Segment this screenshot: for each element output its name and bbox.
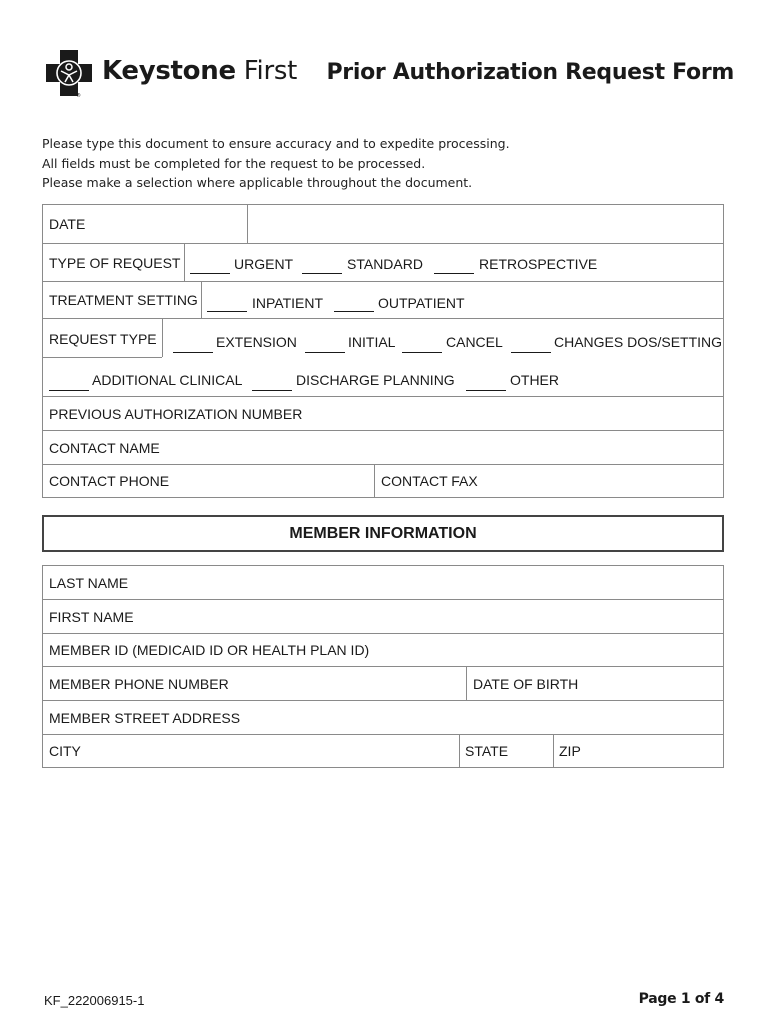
- instruction-line: Please make a selection where applicable throughout the document.: [42, 175, 473, 190]
- city-state-zip-row: [43, 735, 723, 767]
- request-type-row: [43, 319, 723, 397]
- date-of-birth-field[interactable]: [467, 667, 723, 700]
- contact-phone-label: CONTACT PHONE: [49, 473, 170, 489]
- brand-bold: Keystone: [102, 56, 236, 86]
- member-information-heading: MEMBER INFORMATION: [42, 515, 724, 552]
- initial-option-label: INITIAL: [348, 334, 396, 350]
- date-of-birth-label: DATE OF BIRTH: [473, 675, 579, 692]
- last-name-label: LAST NAME: [49, 574, 129, 591]
- initial-checkbox[interactable]: [305, 352, 345, 353]
- last-name-row[interactable]: [43, 566, 723, 600]
- treatment-setting-row: [43, 282, 723, 319]
- brand-name: [102, 56, 297, 86]
- type-of-request-label: TYPE OF REQUEST: [49, 254, 181, 271]
- contact-name-row[interactable]: [43, 431, 723, 465]
- changes-dos-setting-checkbox[interactable]: [511, 352, 551, 353]
- member-id-label: MEMBER ID (MEDICAID ID OR HEALTH PLAN ID): [49, 642, 370, 658]
- city-label: CITY: [49, 743, 81, 759]
- additional-clinical-option-label: ADDITIONAL CLINICAL: [92, 372, 243, 388]
- extension-option-label: EXTENSION: [216, 334, 297, 350]
- state-field[interactable]: [460, 735, 553, 767]
- contact-phone-fax-row: [43, 465, 723, 497]
- member-phone-label: MEMBER PHONE NUMBER: [49, 675, 229, 692]
- other-checkbox[interactable]: [466, 390, 506, 391]
- document-code: KF_222006915-1: [44, 993, 145, 1008]
- instruction-line: Please type this document to ensure accuracy and to expedite processing.: [42, 136, 510, 151]
- zip-label: ZIP: [559, 743, 581, 759]
- inpatient-option-label: INPATIENT: [252, 295, 324, 311]
- svg-text:®: ®: [76, 93, 81, 98]
- instruction-line: All fields must be completed for the request to be processed.: [42, 155, 426, 171]
- first-name-label: FIRST NAME: [49, 608, 134, 625]
- outpatient-option-label: OUTPATIENT: [378, 295, 465, 311]
- instructions: [42, 134, 510, 193]
- street-address-label: MEMBER STREET ADDRESS: [49, 709, 241, 726]
- previous-authorization-row[interactable]: [43, 397, 723, 431]
- standard-checkbox[interactable]: [302, 273, 342, 274]
- contact-fax-label: CONTACT FAX: [381, 473, 478, 489]
- member-phone-field[interactable]: [43, 667, 466, 700]
- retrospective-checkbox[interactable]: [434, 273, 474, 274]
- date-label: DATE: [49, 216, 86, 232]
- date-field[interactable]: [249, 205, 723, 243]
- type-of-request-row: [43, 244, 723, 282]
- request-type-label: REQUEST TYPE: [49, 331, 157, 347]
- extension-checkbox[interactable]: [173, 352, 213, 353]
- contact-phone-field[interactable]: [43, 465, 374, 497]
- discharge-planning-option-label: DISCHARGE PLANNING: [296, 372, 455, 388]
- previous-authorization-label: PREVIOUS AUTHORIZATION NUMBER: [49, 405, 303, 422]
- contact-fax-field[interactable]: [375, 465, 723, 497]
- retrospective-option-label: RETROSPECTIVE: [479, 256, 598, 272]
- urgent-checkbox[interactable]: [190, 273, 230, 274]
- changes-dos-setting-option-label: CHANGES DOS/SETTING: [554, 334, 723, 350]
- cancel-checkbox[interactable]: [402, 352, 442, 353]
- other-option-label: OTHER: [510, 372, 559, 388]
- additional-clinical-checkbox[interactable]: [49, 390, 89, 391]
- page-title: Prior Authorization Request Form: [326, 60, 734, 85]
- keystone-cross-logo-icon: [44, 48, 94, 98]
- discharge-planning-checkbox[interactable]: [252, 390, 292, 391]
- inpatient-checkbox[interactable]: [207, 311, 247, 312]
- brand-light: First: [243, 56, 297, 86]
- state-label: STATE: [465, 743, 509, 759]
- member-phone-dob-row: [43, 667, 723, 701]
- outpatient-checkbox[interactable]: [334, 311, 374, 312]
- contact-name-label: CONTACT NAME: [49, 439, 160, 456]
- document-header: [44, 48, 734, 100]
- page-number: Page 1 of 4: [638, 991, 724, 1007]
- street-address-row[interactable]: [43, 701, 723, 735]
- city-field[interactable]: [43, 735, 459, 767]
- urgent-option-label: URGENT: [234, 256, 294, 272]
- treatment-setting-label: TREATMENT SETTING: [49, 292, 198, 308]
- member-grid: [42, 565, 724, 768]
- date-row: [43, 205, 723, 244]
- cancel-option-label: CANCEL: [446, 334, 503, 350]
- zip-field[interactable]: [554, 735, 723, 767]
- first-name-row[interactable]: [43, 600, 723, 634]
- member-id-row[interactable]: [43, 634, 723, 667]
- request-grid: [42, 204, 724, 498]
- standard-option-label: STANDARD: [347, 256, 423, 272]
